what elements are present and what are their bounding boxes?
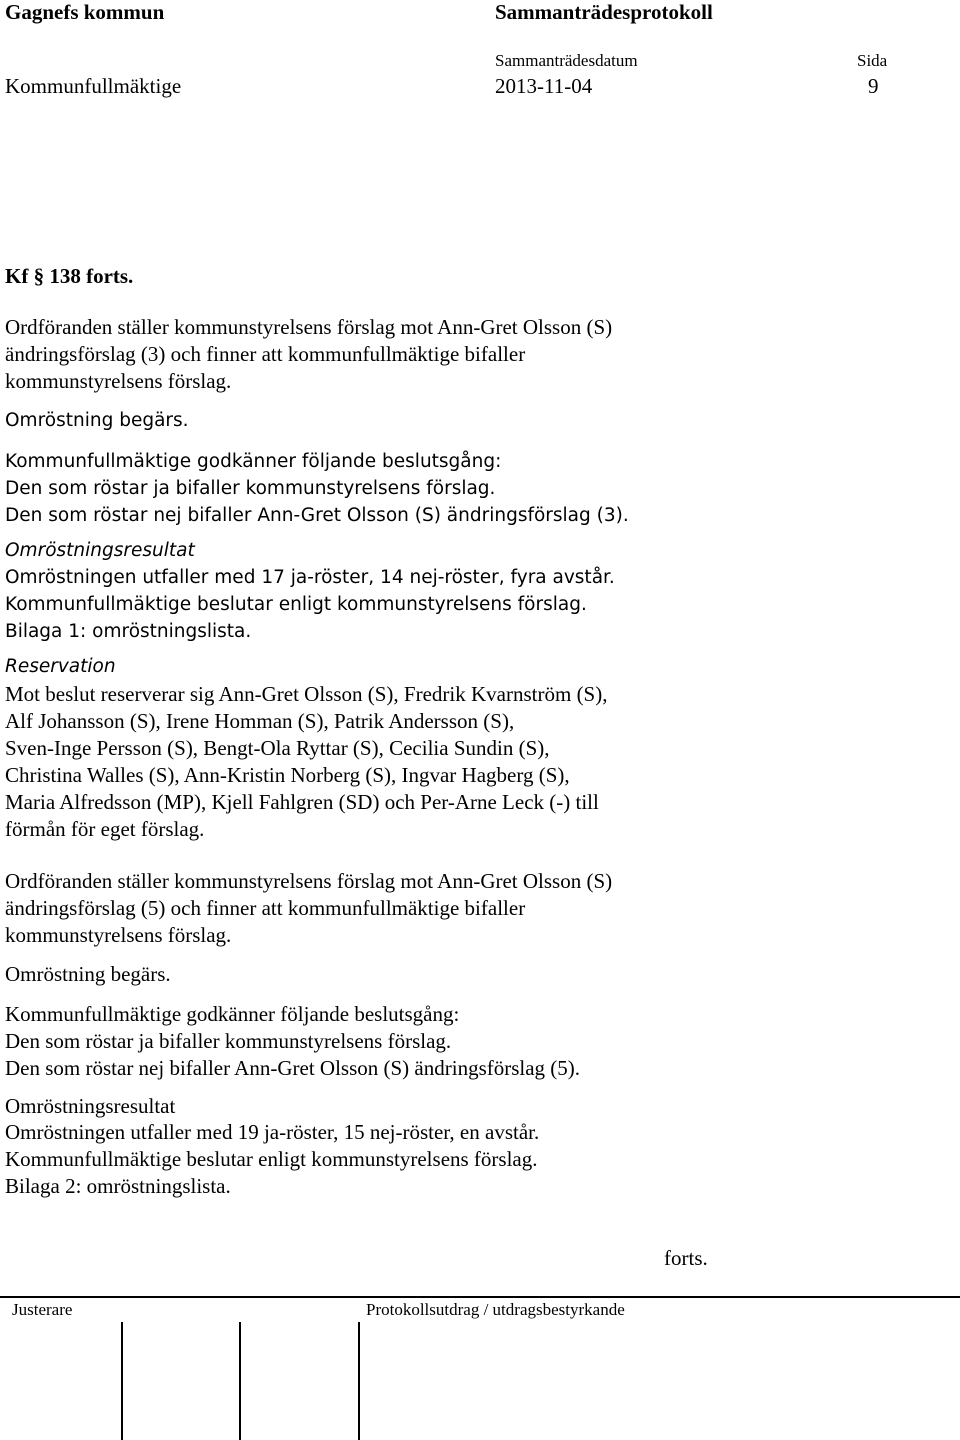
block2-procedure-line: Den som röstar ja bifaller kommunstyrelsens förslag. (5, 1029, 452, 1053)
block1-procedure-line: Den som röstar nej bifaller Ann-Gret Olsson (S) ändringsförslag (3). (5, 505, 629, 526)
block1-reservation-line: Mot beslut reserverar sig Ann-Gret Olsson (S), Fredrik Kvarnström (S), (5, 682, 608, 706)
block2-intro-line: ändringsförslag (5) och finner att kommunfullmäktige bifaller (5, 896, 526, 920)
block1-result-heading: Omröstningsresultat (5, 540, 195, 561)
block1-intro-line: ändringsförslag (3) och finner att kommunfullmäktige bifaller (5, 342, 526, 366)
block1-result-line: Bilaga 1: omröstningslista. (5, 621, 252, 642)
block2-intro-line: Ordföranden ställer kommunstyrelsens förslag mot Ann-Gret Olsson (S) (5, 869, 613, 893)
block1-reservation-line: förmån för eget förslag. (5, 817, 205, 841)
block1-reservation-line: Christina Walles (S), Ann-Kristin Norberg (S), Ingvar Hagberg (S), (5, 763, 570, 787)
block1-reservation-line: Alf Johansson (S), Irene Homman (S), Patrik Andersson (S), (5, 709, 515, 733)
block1-reservation-heading: Reservation (5, 656, 116, 677)
block1-vote-request: Omröstning begärs. (5, 410, 189, 431)
section-title: Kf § 138 forts. (5, 264, 134, 288)
organization-name: Gagnefs kommun (5, 0, 165, 24)
block1-procedure-line: Kommunfullmäktige godkänner följande beslutsgång: (5, 451, 502, 472)
footer-rule (0, 1296, 960, 1298)
council-name: Kommunfullmäktige (5, 74, 182, 98)
signature-box-divider (358, 1322, 360, 1440)
meeting-date: 2013-11-04 (495, 74, 593, 98)
block1-reservation-line: Maria Alfredsson (MP), Kjell Fahlgren (SD) och Per-Arne Leck (-) till (5, 790, 599, 814)
block2-procedure-line: Kommunfullmäktige godkänner följande beslutsgång: (5, 1002, 460, 1026)
document-type: Sammanträdesprotokoll (495, 0, 713, 24)
block2-result-heading: Omröstningsresultat (5, 1094, 176, 1118)
meeting-date-label: Sammanträdesdatum (495, 51, 638, 70)
page-label: Sida (857, 51, 888, 70)
signature-box-divider (121, 1322, 123, 1440)
block2-vote-request: Omröstning begärs. (5, 962, 171, 986)
page-number: 9 (868, 74, 879, 98)
block2-result-line: Omröstningen utfaller med 19 ja-röster, 15 nej-röster, en avstår. (5, 1120, 540, 1144)
block2-intro-line: kommunstyrelsens förslag. (5, 923, 232, 947)
block2-result-line: Kommunfullmäktige beslutar enligt kommunstyrelsens förslag. (5, 1147, 538, 1171)
block1-intro-line: Ordföranden ställer kommunstyrelsens förslag mot Ann-Gret Olsson (S) (5, 315, 613, 339)
adjusters-label: Justerare (12, 1300, 73, 1319)
block1-reservation-line: Sven-Inge Persson (S), Bengt-Ola Ryttar (S), Cecilia Sundin (S), (5, 736, 550, 760)
block1-result-line: Omröstningen utfaller med 17 ja-röster, 14 nej-röster, fyra avstår. (5, 567, 615, 588)
block1-result-line: Kommunfullmäktige beslutar enligt kommunstyrelsens förslag. (5, 594, 587, 615)
block1-procedure-line: Den som röstar ja bifaller kommunstyrelsens förslag. (5, 478, 496, 499)
extract-label: Protokollsutdrag / utdragsbestyrkande (366, 1300, 625, 1319)
block1-intro-line: kommunstyrelsens förslag. (5, 369, 232, 393)
block2-procedure-line: Den som röstar nej bifaller Ann-Gret Olsson (S) ändringsförslag (5). (5, 1056, 581, 1080)
block2-result-line: Bilaga 2: omröstningslista. (5, 1174, 231, 1198)
signature-box-divider (239, 1322, 241, 1440)
continued-marker: forts. (664, 1246, 708, 1270)
